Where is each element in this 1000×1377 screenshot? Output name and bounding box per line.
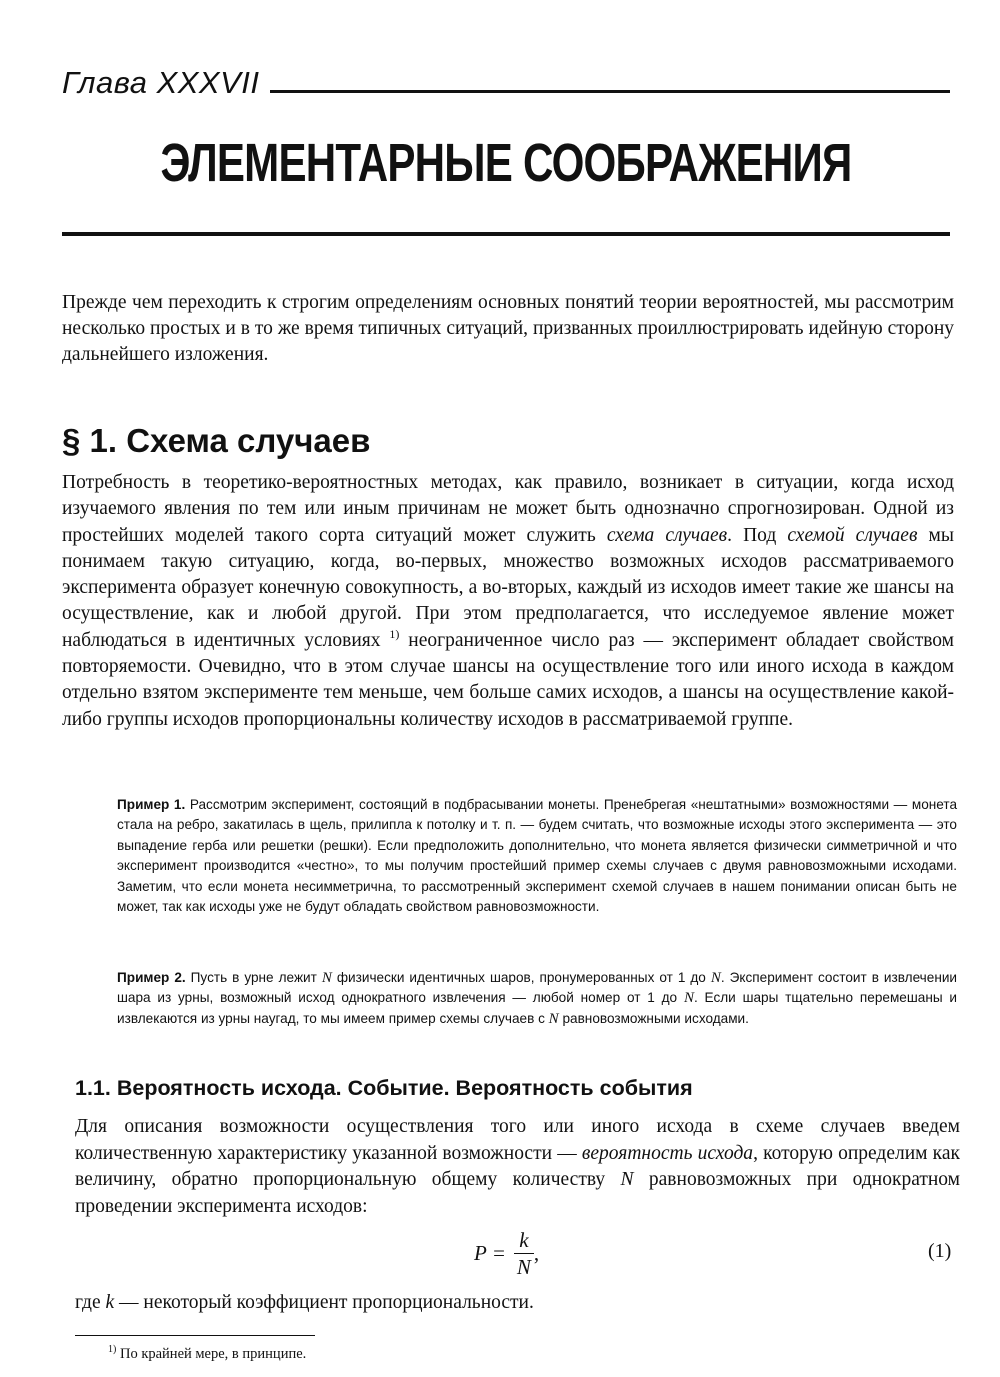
formula-number: (1) (928, 1240, 952, 1262)
chapter-label: Глава XXXVII (62, 65, 260, 100)
example-1 (117, 795, 957, 917)
example-text: Пусть в урне лежит (190, 970, 317, 985)
main-text-part: неограниченное число раз — эксперимент обладает свойством повторяемости. Очевидно, что в этом случае шансы на осуществление того или иного исхода в каждом отдельно взятом эксперименте тем меньше, чем больше самих исходов, а шансы на осуществление какой-либо группы исходов пропорциональны количеству исходов в рассматриваемой группе. (62, 629, 955, 730)
example-label: Пример 1. (117, 797, 186, 812)
footnote (108, 1345, 306, 1363)
after-text: где (75, 1292, 101, 1313)
example-label: Пример 2. (117, 970, 186, 985)
footnote-rule (75, 1335, 315, 1336)
formula-trailing: , (533, 1240, 540, 1265)
chapter-title: ЭЛЕМЕНТАРНЫЕ СООБРАЖЕНИЯ (160, 133, 852, 193)
title-rule (62, 232, 950, 236)
math-variable: N (683, 990, 694, 1007)
math-variable: k (105, 1292, 115, 1313)
definition-paragraph (75, 1114, 960, 1220)
math-variable: N (321, 970, 332, 986)
intro-paragraph: Прежде чем переходить к строгим определениям основных понятий теории вероятностей, мы рассмотрим несколько простых и в то же время типичных ситуаций, призванных проиллюстрировать идейную сторону дальнейшего изложения. (62, 292, 954, 365)
formula-fraction (514, 1227, 534, 1280)
footnote-text: По крайней мере, в принципе. (119, 1346, 307, 1362)
definition-text: , которую определим как величину, обратно пропорциональную общему количеству (75, 1142, 960, 1190)
math-variable: N (710, 970, 721, 986)
after-text: — некоторый коэффициент пропорциональности. (119, 1292, 534, 1313)
example-text: физически идентичных шаров, пронумерованных от 1 до (336, 970, 706, 985)
term-outcome-probability: вероятность исхода (581, 1142, 754, 1164)
main-text-part: мы понимаем такую ситуацию, когда, во-первых, множество возможных исходов рассматриваемого эксперимента образует конечную совокупность, а во-вторых, каждый из исходов имеет такие же шансы на осуществление, как и любой другой. При этом предполагается, что исследуемое явление может наблюдаться в идентичных условиях (62, 524, 954, 651)
formula-lhs: P = (474, 1240, 506, 1265)
footnote-mark: 1) (108, 1344, 117, 1355)
section-heading: § 1. Схема случаев (62, 422, 371, 459)
term-scheme-of-cases: схемой случаев (787, 524, 918, 546)
main-text-part: Потребность в теоретико-вероятностных методах, как правило, возникает в ситуации, когда исход изучаемого явления по тем или иным причинам не может быть однозначно спрогнозирован. Одной из простейших моделей такого сорта ситуаций может служить (62, 472, 954, 546)
example-text: равновозможными исходами. (562, 1010, 749, 1026)
example-text: Рассмотрим эксперимент, состоящий в подбрасывании монеты. Пренебрегая «нештатными» возможностями — монета стала на ребро, закатилась в щель, прилипла к потолку и т. п. — будем считать, что возможные исходы этого эксперимента — это выпадение герба или решетки (решки). Если предположить дополнительно, что монета является физически симметричной и что эксперимент производится «честно», то мы получим простейший пример схемы случаев с двумя равновозможными исходами. Заметим, что если монета несимметрична, то рассмотренный эксперимент схемой случаев в нашем понимании описан быть не может, так как исходы уже не будут обладать свойством равновозможности. (117, 797, 958, 915)
example-text: . Если шары тщательно перемешаны и извлекаются из урны наугад, то мы имеем пример схемы случаев с (117, 990, 957, 1026)
math-variable: N (620, 1169, 634, 1190)
term-scheme-of-cases: схема случаев (606, 524, 728, 546)
example-text: . Эксперимент состоит в извлечении шара из урны, возможный исход однократного извлечения — любой номер от 1 до (117, 970, 958, 1006)
example-2 (117, 968, 957, 1029)
footnote-reference: 1) (389, 626, 400, 641)
math-variable: N (548, 1010, 559, 1027)
main-text-part: . Под (727, 524, 788, 546)
formula-denominator: N (516, 1254, 531, 1279)
definition-text: Для описания возможности осуществления того или иного исхода в схеме случаев введем количественную характеристику указанной возможности — (75, 1116, 960, 1164)
main-paragraph (62, 470, 954, 733)
formula-1 (474, 1222, 539, 1284)
chapter-rule (270, 90, 950, 93)
formula-numerator: k (519, 1227, 529, 1252)
definition-text: равновозможных при однократном проведении эксперимента исходов: (75, 1169, 961, 1217)
subsection-heading: 1.1. Вероятность исхода. Событие. Вероятность события (75, 1076, 693, 1100)
after-formula-text (75, 1290, 960, 1316)
chapter-header (62, 58, 950, 98)
